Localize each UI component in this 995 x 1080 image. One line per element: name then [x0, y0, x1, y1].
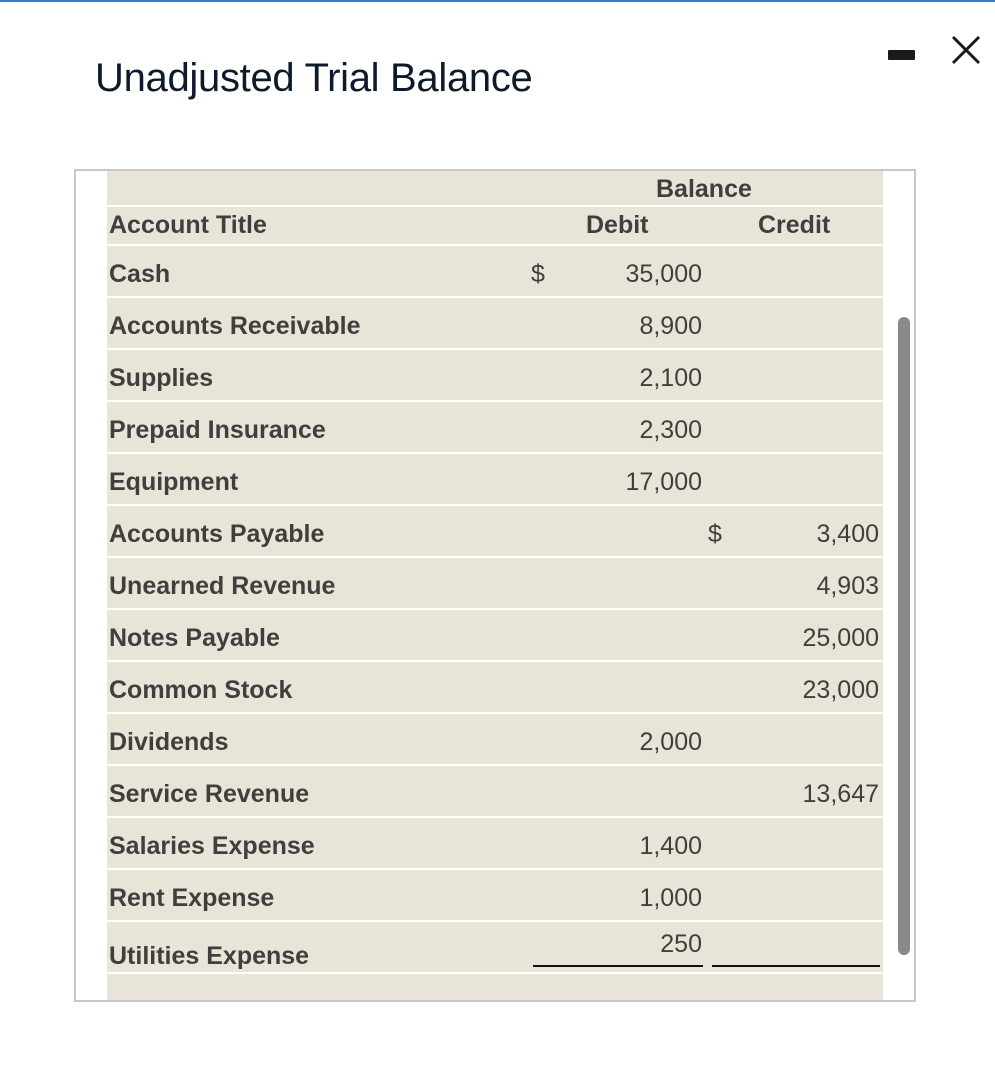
row-divider	[107, 920, 883, 922]
account-name: Common Stock	[109, 676, 293, 704]
row-divider	[107, 400, 883, 402]
account-name: Utilities Expense	[109, 942, 310, 970]
credit-amount: 23,000	[802, 676, 879, 704]
account-name: Prepaid Insurance	[109, 416, 326, 444]
row-divider	[107, 244, 883, 246]
credit-amount: 4,903	[816, 572, 879, 600]
row-divider	[107, 504, 883, 506]
debit-total-underline	[533, 965, 703, 967]
credit-currency-symbol: $	[708, 520, 722, 548]
debit-amount: 17,000	[625, 468, 702, 496]
balance-group-header: Balance	[656, 175, 752, 203]
account-name: Cash	[109, 260, 171, 288]
row-divider	[107, 868, 883, 870]
row-divider	[107, 556, 883, 558]
row-divider	[107, 608, 883, 610]
credit-amount: 13,647	[802, 780, 879, 808]
row-divider	[107, 205, 883, 207]
account-name: Equipment	[109, 468, 239, 496]
close-icon[interactable]	[950, 34, 982, 66]
vertical-scrollbar[interactable]	[898, 317, 910, 955]
debit-amount: 35,000	[625, 260, 702, 288]
credit-header: Credit	[758, 211, 831, 239]
credit-total-underline	[712, 965, 880, 967]
debit-amount: 250	[660, 930, 702, 958]
row-divider	[107, 712, 883, 714]
debit-amount: 2,300	[639, 416, 702, 444]
credit-amount: 25,000	[802, 624, 879, 652]
account-name: Supplies	[109, 364, 214, 392]
debit-amount: 2,100	[639, 364, 702, 392]
debit-amount: 1,400	[639, 832, 702, 860]
row-divider	[107, 816, 883, 818]
trial-balance-panel[interactable]	[74, 169, 916, 1002]
row-divider	[107, 972, 883, 974]
row-divider	[107, 764, 883, 766]
debit-amount: 1,000	[639, 884, 702, 912]
account-name: Accounts Receivable	[109, 312, 361, 340]
account-title-header: Account Title	[109, 211, 267, 239]
row-divider	[107, 660, 883, 662]
account-name: Rent Expense	[109, 884, 275, 912]
row-divider	[107, 296, 883, 298]
row-divider	[107, 348, 883, 350]
account-name: Notes Payable	[109, 624, 280, 652]
account-name: Salaries Expense	[109, 832, 315, 860]
account-name: Accounts Payable	[109, 520, 325, 548]
debit-header: Debit	[586, 211, 649, 239]
account-name: Dividends	[109, 728, 229, 756]
account-name: Unearned Revenue	[109, 572, 336, 600]
debit-amount: 2,000	[639, 728, 702, 756]
dialog-title: Unadjusted Trial Balance	[95, 56, 533, 100]
row-divider	[107, 452, 883, 454]
account-name: Service Revenue	[109, 780, 310, 808]
debit-amount: 8,900	[639, 312, 702, 340]
credit-amount: 3,400	[816, 520, 879, 548]
window-top-accent-line	[0, 0, 995, 2]
minimize-icon[interactable]	[888, 50, 915, 60]
debit-currency-symbol: $	[531, 260, 545, 288]
